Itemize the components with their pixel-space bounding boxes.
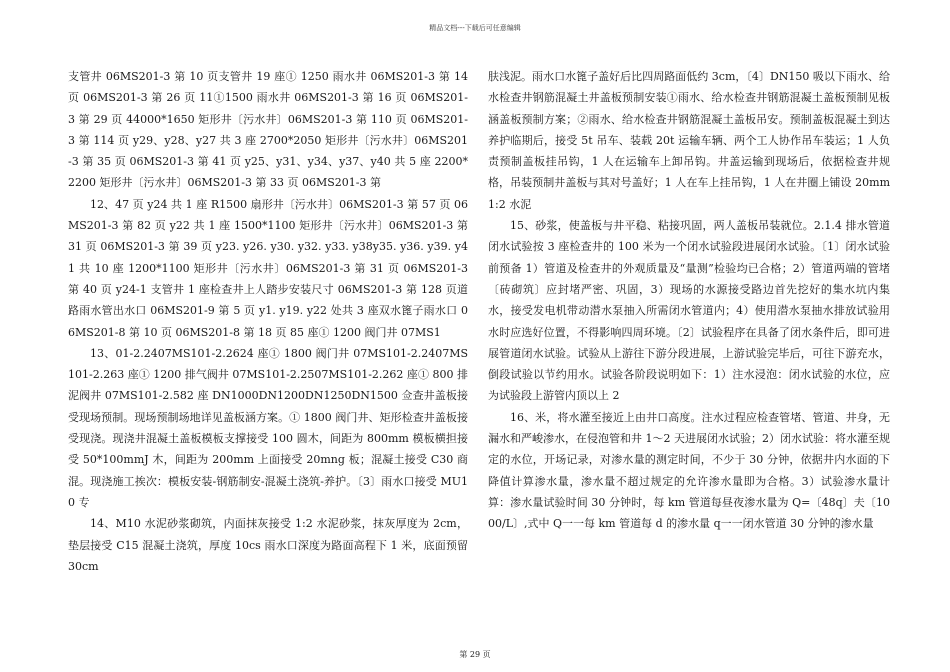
paragraph: 支管井 06MS201-3 第 10 页支管井 19 座① 1250 雨水井 06MS201-3 第 14 页 06MS201-3 第 26 页 11①1500 雨水井 06MS201-3 第 16 页 06MS201-3 第 29 页 44000*1650 矩形井〔污水井〕06MS201-3 第 110 页 06MS201-3 第 114 页 y29、y28、y27 共 3 座 2700*2050 矩形井〔污水井〕06MS201-3 第 35 页 06MS201-3 第 41 页 y25、y31、y34、y37、y40 共 5 座 2200*2200 矩形井〔污水井〕06MS201-3 第 33 页 06MS201-3 第 xyxy=(68,70,468,190)
paragraph: 12、47 页 y24 共 1 座 R1500 扇形井〔污水井〕06MS201-3 第 57 页 06MS201-3 第 82 页 y22 共 1 座 1500*1100 矩形井〔污水井〕06MS201-3 第 31 页 06MS201-3 第 39 页 y23. y26. y30. y32. y33. y38y35. y36. y39. y41 共 10 座 1200*1100 矩形井〔污水井〕06MS201-3 第 31 页 06MS201-3 第 40 页 y24-1 支管井 1 座检查井上人踏步安装尺寸 06MS201-3 第 128 页道路雨水管出水口 06MS201-9 第 5 页 y1. y19. y22 处共 3 座双水篦子雨水口 06MS201-8 第 10 页 06MS201-8 第 18 页 85 座① 1200 阀门井 07MS1 xyxy=(68,197,468,339)
paragraph: 14、M10 水泥砂浆砌筑，内面抹灰接受 1:2 水泥砂浆，抹灰厚度为 2cm，垫层接受 C15 混凝土浇筑，厚度 10cs 雨水口深度为路面高程下 1 米，底面预留 30cm xyxy=(68,517,468,573)
paragraph: 13、01-2.2407MS101-2.2624 座① 1800 阀门井 07MS101-2.2407MS101-2.263 座① 1200 排气阀井 07MS101-2.2507MS101-2.262 座① 800 排泥阀井 07MS101-2.582 座 DN1000DN1200DN1250DN1500 佥查井盖板接受现场预制。现场预制场地详见盖板涵方案。① 1800 阀门井、矩形检查井盖板接受现浇。现浇井混凝土盖板模板支撑接受 100 圆木，间距为 800mm 模板横担接受 50*100mmJ 木，间距为 200mm 上面接受 20mng 板；混凝土接受 C30 商混。现浇施工挨次：模板安装-钢筋制安-混凝土浇筑-养护。〔3〕雨水口接受 MU10 专 xyxy=(68,346,468,509)
paragraph: 15、砂浆，使盖板与井平稳、粘接巩固，两人盖板吊装就位。2.1.4 排水管道闭水试验按 3 座检查井的 100 米为一个闭水试验段进展闭水试验。〔1〕闭水试验前预备 1）管道及检查井的外观质量及“量测”检验均已合格；2）管道两端的管堵〔砖砌筑〕应封堵严密、巩固，3）现场的水源接受路边首先挖好的集水坑内集水，接受发电机带动潜水泵抽入所需闭水管道内；4）使用潜水泵抽水排放试验用水时应选好位置，不得影响四周环境。〔2〕试验程序在具备了闭水条件后，即可进展管道闭水试验。试验从上游往下游分段进展，上游试验完毕后，可往下游充水，倒段试验以节约用水。试验各阶段说明如下：1）注水浸泡：闭水试验的水位，应为试验段上游管内顶以上 2 xyxy=(488,219,890,403)
paragraph: 肤浅泥。雨水口水篦子盖好后比四周路面低约 3cm，〔4〕DN150 吸以下雨水、给水检查井钢筋混凝土井盖板预制安装①雨水、给水检查井钢筋混凝土盖板预制见板涵盖板预制方案；②雨水、给水检查井钢筋混凝土盖板吊安。预制盖板混凝土到达养护临期后，接受 5t 吊车、装载 20t 运输车辆、两个工人协作吊车装运；1 人负责预制盖板挂吊钩，1 人在运输车上卸吊钩。井盖运输到现场后，依据检查井规格，吊装预制井盖板与其对号盖好；1 人在车上挂吊钩，1 人在井圈上铺设 20mm1:2 水泥 xyxy=(488,70,890,211)
paragraph: 16、米，将水灌至接近上由井口高度。注水过程应检查管堵、管道、井身，无漏水和严峻渗水，在侵泡管和井 1〜2 天进展闭水试验；2）闭水试验：将水灌至规定的水位，开场记录，对渗水量的测定时间，不少于 30 分钟，依据井内水面的下降值计算渗水量，渗水量不超过规定的允许渗水量即为合格。3）试验渗水量计算：渗水量试验时间 30 分钟时，每 km 管道每昼夜渗水量为 Q=〔48q〕夫〔1000/L〕,式中 Q一一每 km 管道每 d 的渗水量 q一一闭水管道 30 分钟的渗水量 xyxy=(488,410,890,531)
page-header: 精品文档---下载后可任意编辑 xyxy=(429,24,521,32)
page-number: 第 29 页 xyxy=(459,650,491,659)
right-column xyxy=(488,66,890,535)
left-column xyxy=(68,66,468,577)
